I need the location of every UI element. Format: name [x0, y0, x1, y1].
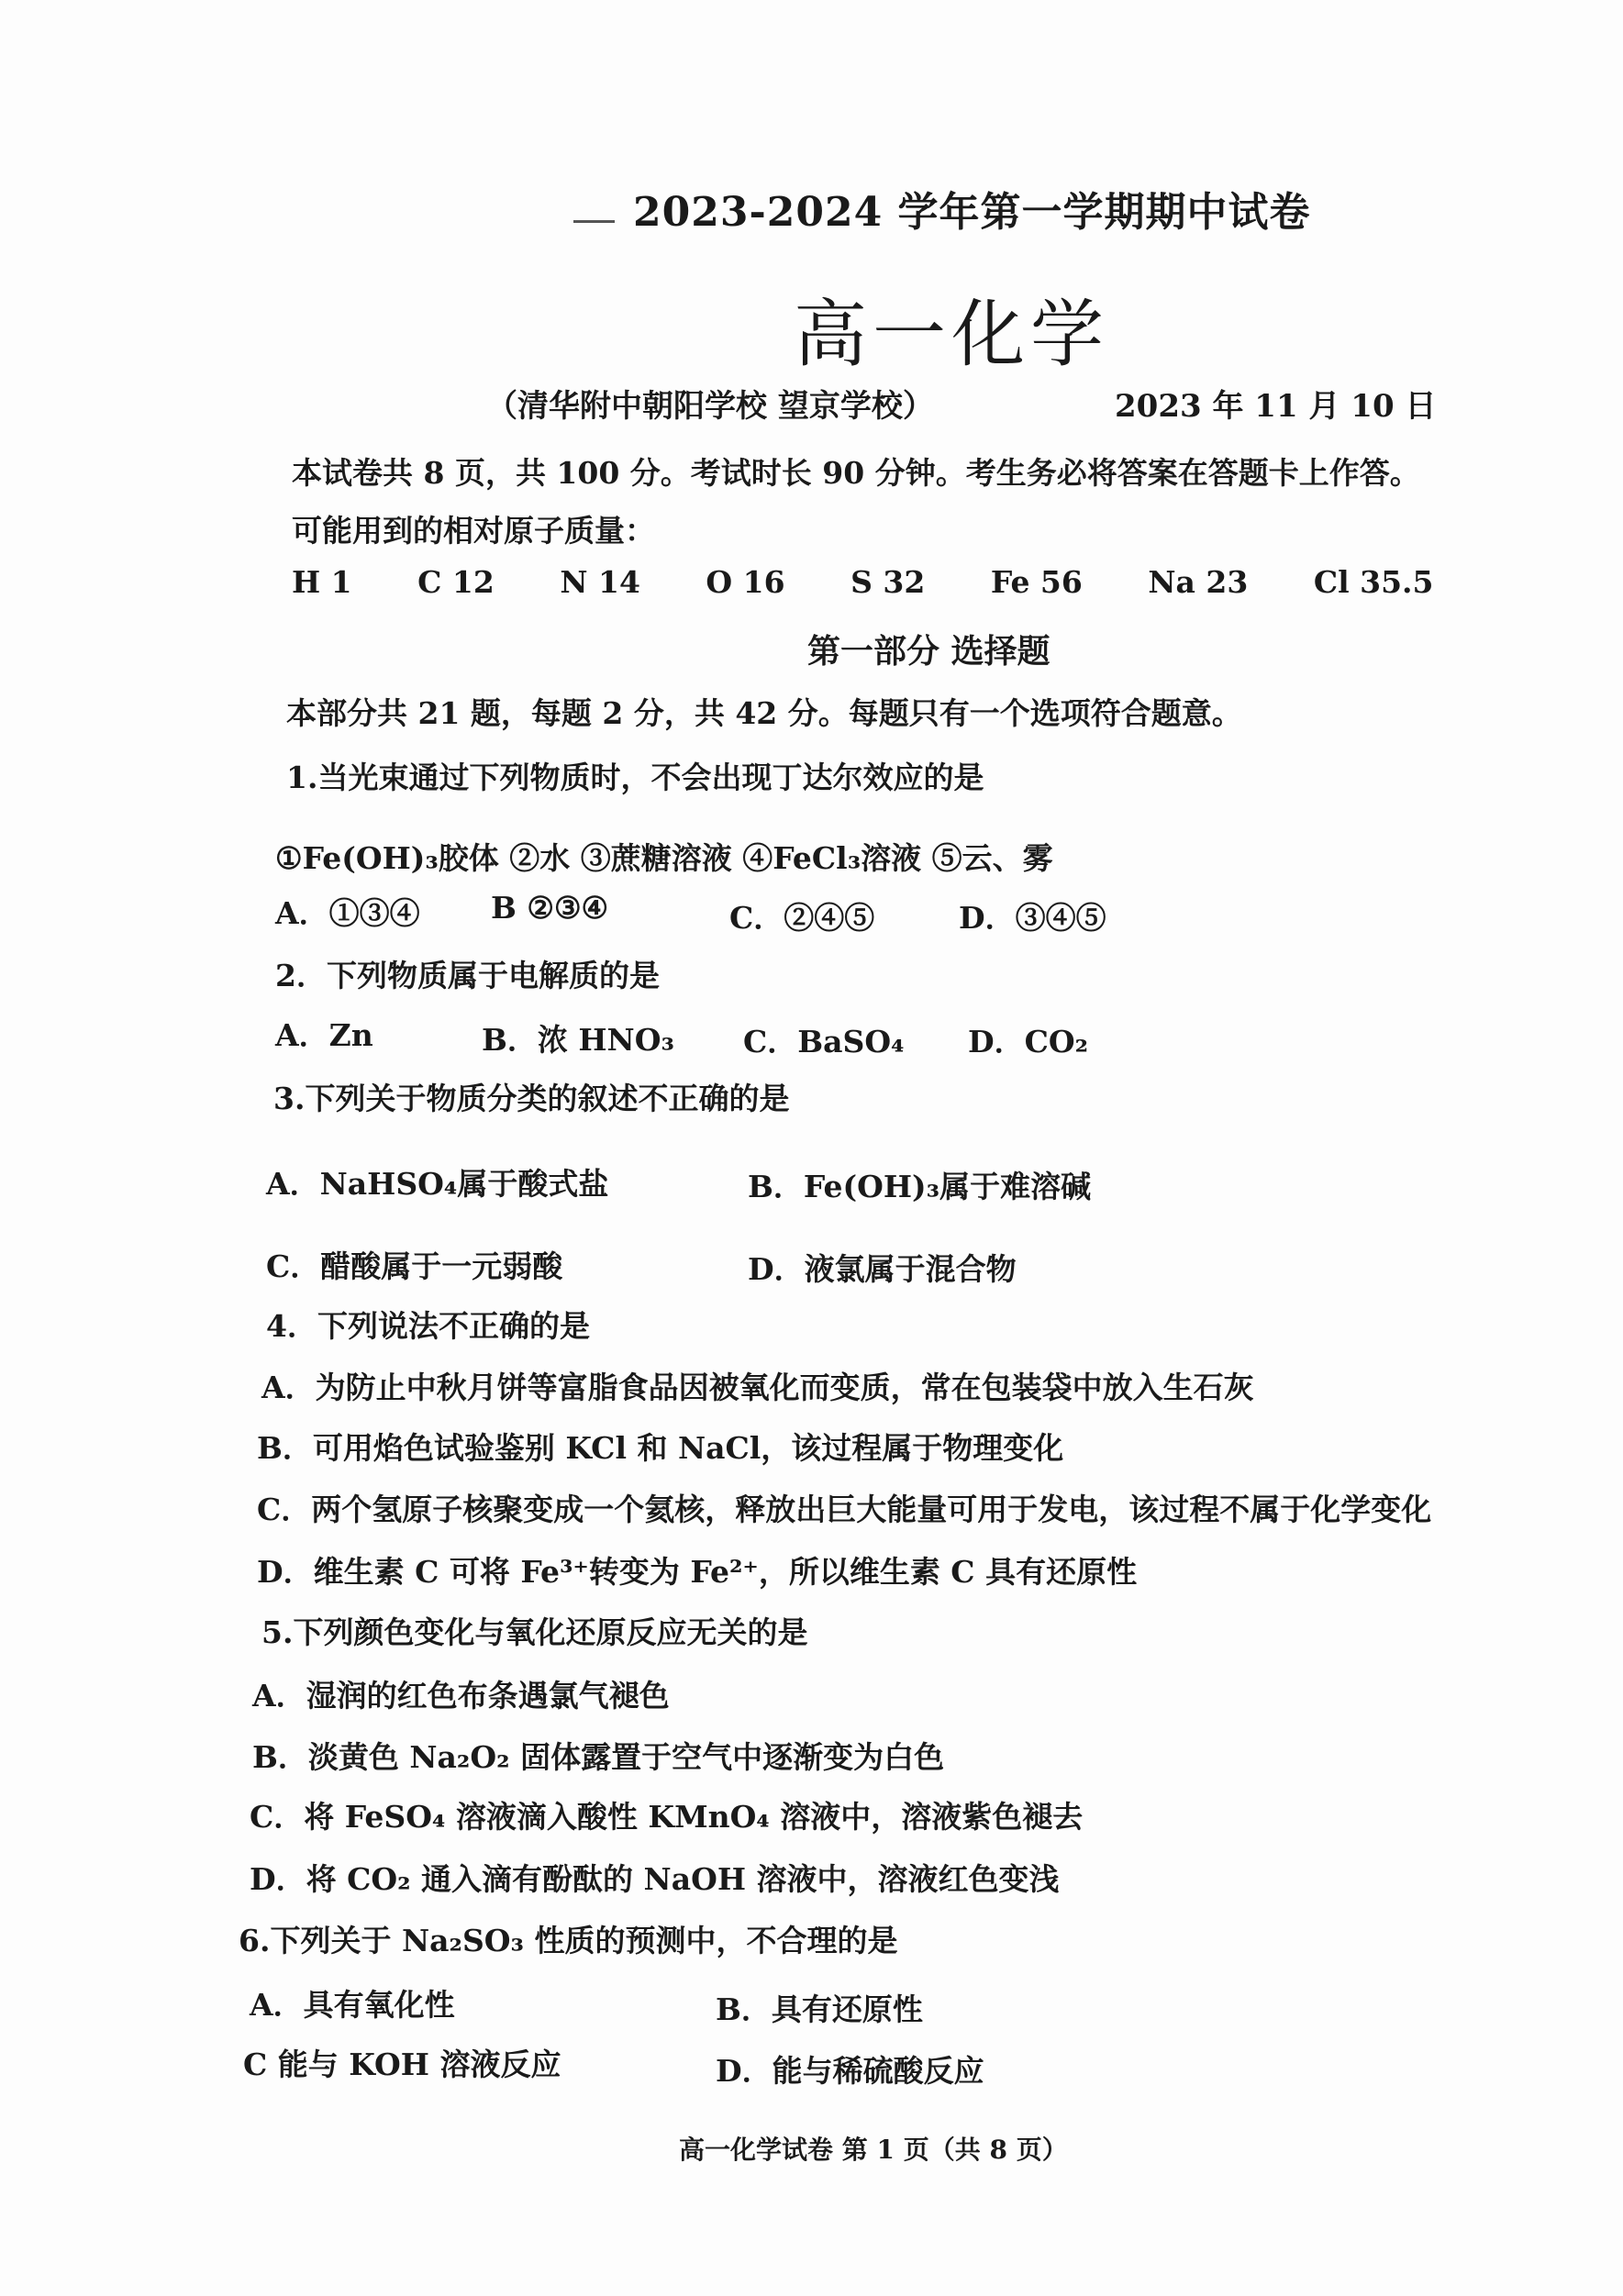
question-4-option-b: B．可用焰色试验鉴别 KCl 和 NaCl，该过程属于物理变化	[257, 1430, 1064, 1466]
exam-title: 2023-2024 学年第一学期期中试卷	[633, 189, 1311, 236]
instructions: 本试卷共 8 页，共 100 分。考试时长 90 分钟。考生务必将答案在答题卡上作答。	[292, 455, 1420, 491]
question-2-option-b: B．浓 HNO₃	[482, 1022, 674, 1058]
subject-title: 高一化学	[794, 292, 1109, 377]
mass-n: N 14	[560, 564, 640, 600]
question-6-option-d: D．能与稀硫酸反应	[716, 2053, 984, 2089]
question-5-option-b: B．淡黄色 Na₂O₂ 固体露置于空气中逐渐变为白色	[252, 1739, 945, 1775]
question-2-option-a: A．Zn	[275, 1017, 373, 1053]
section-note: 本部分共 21 题，每题 2 分，共 42 分。每题只有一个选项符合题意。	[286, 695, 1242, 731]
question-1-stem: 1.当光束通过下列物质时，不会出现丁达尔效应的是	[286, 760, 984, 795]
atomic-masses	[292, 564, 1434, 600]
mass-o: O 16	[706, 564, 785, 600]
mass-cl: Cl 35.5	[1313, 564, 1434, 600]
question-2-option-d: D．CO₂	[968, 1024, 1089, 1059]
masses-label: 可能用到的相对原子质量：	[292, 513, 655, 549]
question-1-option-c: C．②④⑤	[729, 900, 875, 936]
question-5-stem: 5.下列颜色变化与氧化还原反应无关的是	[261, 1614, 808, 1650]
school-name: （清华附中朝阳学校 望京学校）	[486, 388, 934, 425]
question-4-option-c: C．两个氢原子核聚变成一个氦核，释放出巨大能量可用于发电，该过程不属于化学变化	[257, 1492, 1432, 1527]
section-title: 第一部分 选择题	[807, 632, 1051, 671]
exam-date: 2023 年 11 月 10 日	[1115, 388, 1437, 425]
question-6-option-b: B．具有还原性	[716, 1991, 923, 2027]
question-1-option-a: A．①③④	[275, 895, 420, 931]
mass-h: H 1	[292, 564, 352, 600]
question-5-option-d: D．将 CO₂ 通入滴有酚酞的 NaOH 溶液中，溶液红色变浅	[250, 1861, 1060, 1897]
question-6-stem: 6.下列关于 Na₂SO₃ 性质的预测中，不合理的是	[239, 1923, 898, 1958]
question-1-items: ①Fe(OH)₃胶体 ②水 ③蔗糖溶液 ④FeCl₃溶液 ⑤云、雾	[275, 840, 1053, 876]
question-6-option-c: C 能与 KOH 溶液反应	[243, 2046, 561, 2082]
question-4-stem: 4．下列说法不正确的是	[266, 1308, 590, 1344]
question-2-option-c: C．BaSO₄	[743, 1024, 905, 1059]
question-3-option-c: C．醋酸属于一元弱酸	[266, 1248, 563, 1284]
question-3-option-a: A．NaHSO₄属于酸式盐	[266, 1166, 609, 1202]
page-footer: 高一化学试卷 第 1 页（共 8 页）	[679, 2135, 1068, 2165]
question-3-stem: 3.下列关于物质分类的叙述不正确的是	[273, 1081, 790, 1116]
mass-c: C 12	[417, 564, 495, 600]
question-4-option-d: D．维生素 C 可将 Fe³⁺转变为 Fe²⁺，所以维生素 C 具有还原性	[257, 1554, 1138, 1590]
mass-fe: Fe 56	[990, 564, 1083, 600]
question-5-option-c: C．将 FeSO₄ 溶液滴入酸性 KMnO₄ 溶液中，溶液紫色褪去	[250, 1799, 1084, 1835]
question-6-option-a: A．具有氧化性	[250, 1987, 455, 2023]
question-3-option-d: D．液氯属于混合物	[748, 1251, 1017, 1287]
mass-na: Na 23	[1148, 564, 1249, 600]
question-2-stem: 2．下列物质属于电解质的是	[275, 958, 660, 993]
question-4-option-a: A．为防止中秋月饼等富脂食品因被氧化而变质，常在包装袋中放入生石灰	[261, 1370, 1254, 1405]
question-1-option-d: D．③④⑤	[959, 900, 1106, 936]
question-1-option-b: B ②③④	[491, 890, 609, 926]
scan-mark	[573, 220, 615, 223]
mass-s: S 32	[850, 564, 926, 600]
question-5-option-a: A．湿润的红色布条遇氯气褪色	[252, 1678, 670, 1714]
question-3-option-b: B．Fe(OH)₃属于难溶碱	[748, 1169, 1092, 1204]
